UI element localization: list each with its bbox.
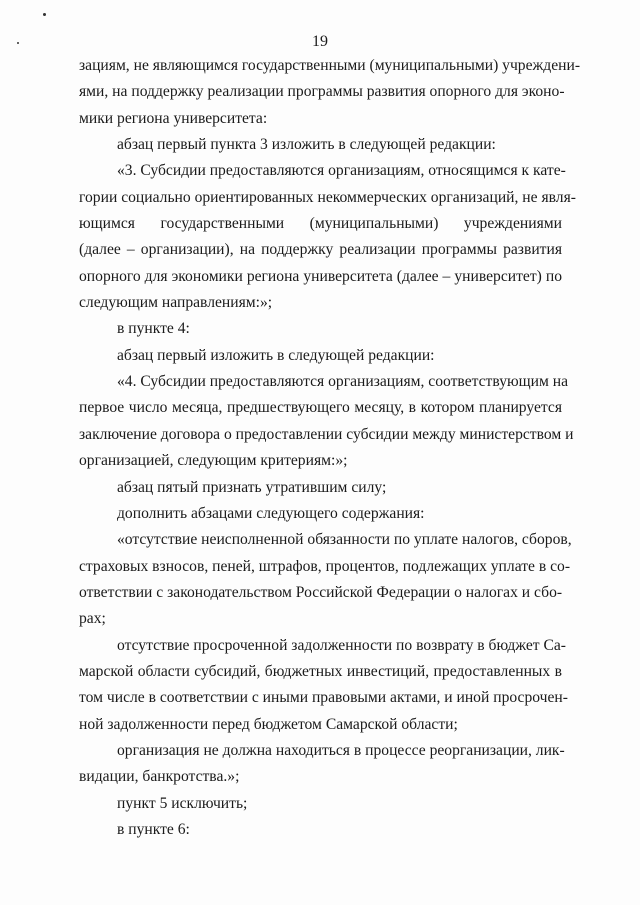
text-line: видации, банкротства.»; — [79, 768, 240, 786]
text-line: ями, на поддержку реализации программы развития опорного для эконо- — [79, 83, 565, 101]
text-line: отсутствие просроченной задолженности по возврату в бюджет Са- — [117, 636, 566, 654]
text-line: первое число месяца, предшествующего месяцу, в котором планируется — [79, 399, 562, 417]
text-line: абзац пятый признать утратившим силу; — [117, 478, 387, 496]
text-line: дополнить абзацами следующего содержания: — [117, 504, 425, 522]
text-line: организацией, следующим критериям:»; — [79, 452, 348, 470]
text-line: абзац первый пункта 3 изложить в следующей редакции: — [117, 136, 496, 154]
paragraph — [79, 343, 562, 369]
paragraph — [79, 501, 562, 527]
word: (муниципальными) — [309, 215, 439, 233]
text-line: опорного для экономики региона университета (далее – университет) по — [79, 267, 562, 285]
paragraph — [79, 53, 581, 132]
paragraph — [79, 369, 574, 474]
text-line: ответствии с законодательством Российской Федерации о налогах и сбо- — [79, 583, 563, 601]
text-line: том числе в соответствии с иными правовыми актами, и иной просрочен- — [79, 689, 568, 707]
text-line: зациям, не являющимся государственными (муниципальными) учреждени- — [79, 57, 581, 74]
text-line: пункт 5 исключить; — [117, 794, 248, 812]
paragraph — [79, 633, 568, 738]
word: учреждениями — [463, 215, 562, 233]
text-line: заключение договора о предоставлении субсидии между министерством и — [79, 425, 574, 443]
text-line: организация не должна находиться в процессе реорганизации, лик- — [117, 741, 565, 759]
text-line: в пункте 4: — [117, 320, 190, 338]
paragraph — [79, 817, 562, 843]
word: государственными — [160, 215, 285, 233]
text-line: гории социально ориентированных некоммерческих организаций, не явля- — [79, 188, 576, 206]
word: ющимся — [79, 215, 135, 233]
text-line: рах; — [79, 610, 106, 628]
text-line: абзац первый изложить в следующей редакции: — [117, 346, 435, 364]
paragraph — [79, 158, 576, 316]
text-line: (далее – организации), на поддержку реализации программы развития — [79, 241, 562, 259]
paragraph — [79, 791, 562, 817]
text-line: следующим направлениям:»; — [79, 294, 273, 312]
paragraph — [79, 132, 562, 158]
paragraph — [79, 475, 562, 501]
text-line: ной задолженности перед бюджетом Самарской области; — [79, 715, 458, 733]
text-line: «3. Субсидии предоставляются организациям, относящимся к кате- — [117, 162, 566, 180]
page-number: 19 — [312, 33, 328, 50]
text-line: страховых взносов, пеней, штрафов, процентов, подлежащих уплате в со- — [79, 557, 571, 575]
text-line: «отсутствие неисполненной обязанности по уплате налогов, сборов, — [117, 531, 572, 549]
scan-speck — [43, 13, 46, 16]
text-line: марской области субсидий, бюджетных инвестиций, предоставленных в — [79, 662, 562, 680]
paragraph — [79, 527, 572, 632]
text-line — [79, 211, 562, 237]
paragraph — [79, 738, 565, 791]
paragraph — [79, 316, 562, 342]
text-line: мики региона университета: — [79, 109, 268, 127]
document-body — [79, 53, 581, 843]
text-line: «4. Субсидии предоставляются организациям, соответствующим на — [117, 373, 569, 391]
text-line: в пункте 6: — [117, 820, 190, 838]
